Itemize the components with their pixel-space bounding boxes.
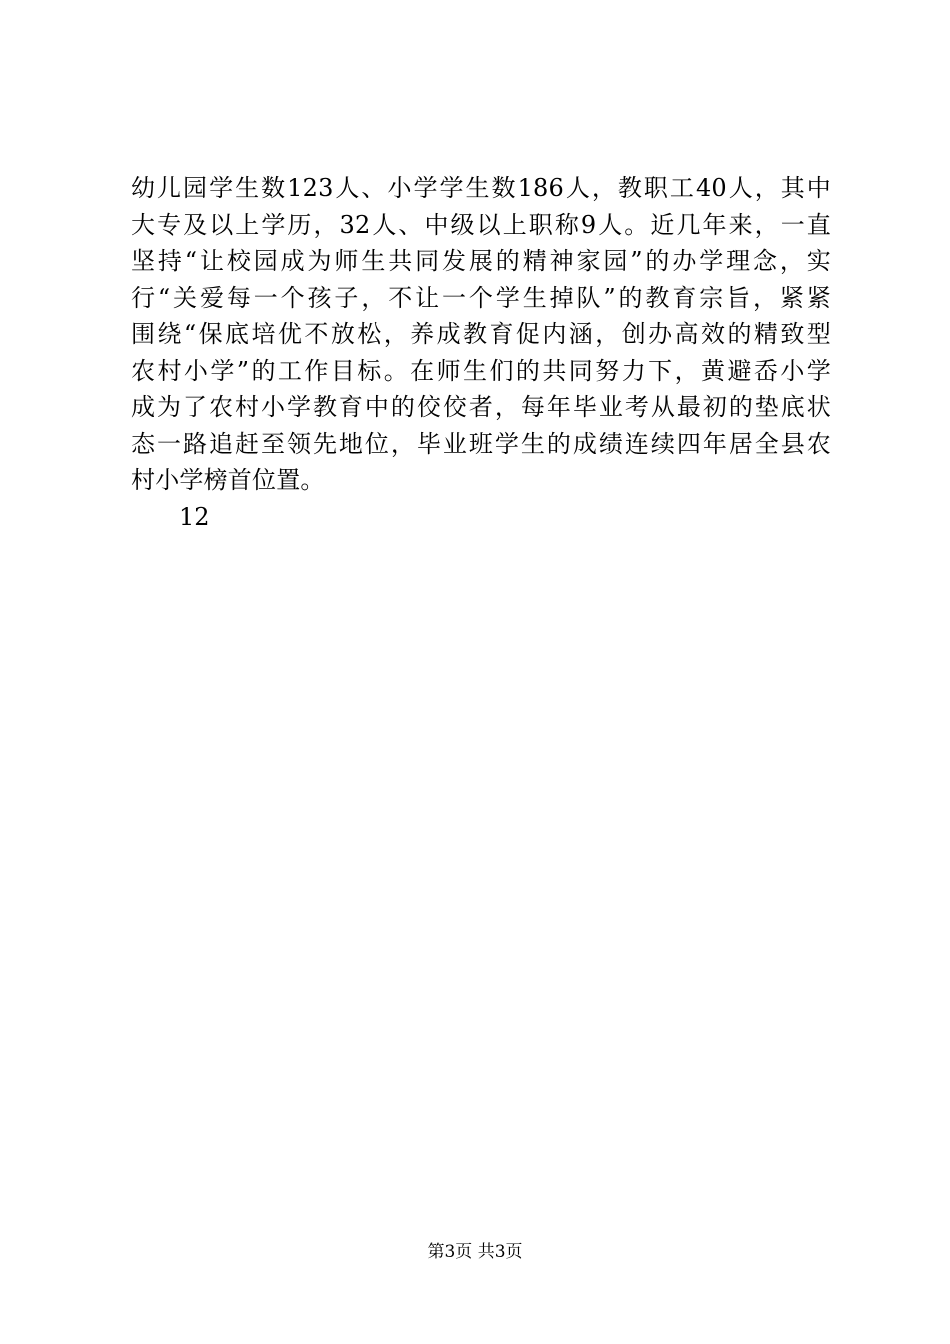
number-line: 12 (179, 502, 210, 531)
paragraph-line-7: 成为了农村小学教育中的佼佼者，每年毕业考从最初的垫底状 (131, 393, 831, 421)
paragraph-line-6: 农村小学”的工作目标。在师生们的共同努力下，黄避岙小学 (131, 356, 831, 385)
paragraph-line-1: 幼儿园学生数123人、小学学生数186人，教职工40人，其中 (131, 174, 831, 202)
paragraph-line-8: 态一路追赶至领先地位，毕业班学生的成绩连续四年居全县农 (131, 429, 831, 458)
document-body (131, 170, 831, 535)
paragraph-line-5: 围绕“保底培优不放松，养成教育促内涵，创办高效的精致型 (131, 320, 831, 348)
page-footer (0, 1241, 950, 1263)
paragraph-line-9: 村小学榜首位置。 (131, 466, 325, 494)
paragraph-line-4: 行“关爱每一个孩子，不让一个学生掉队”的教育宗旨，紧紧 (131, 283, 831, 312)
page-number-label: 第3页 共3页 (427, 1242, 523, 1262)
paragraph-line-3: 坚持“让校园成为师生共同发展的精神家园”的办学理念，实 (131, 247, 831, 275)
paragraph-line-2: 大专及以上学历，32人、中级以上职称9人。近几年来，一直 (131, 210, 831, 239)
